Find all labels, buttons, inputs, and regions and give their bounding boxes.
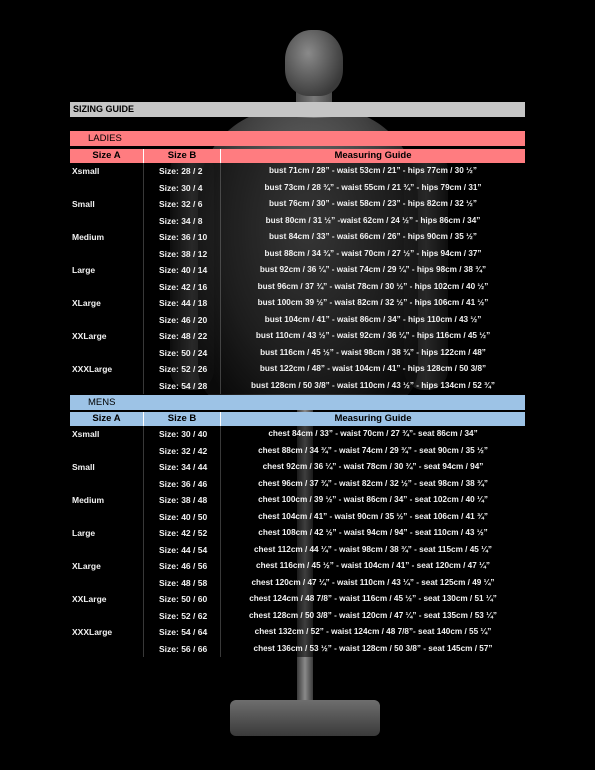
ladies-section-label: LADIES xyxy=(70,131,525,146)
measuring-guide-cell: bust 92cm / 36 ¼” - waist 74cm / 29 ¼” - hips 98cm / 38 ¾” xyxy=(220,262,525,279)
size-a-cell xyxy=(70,575,143,592)
size-b-cell: Size: 32 / 42 xyxy=(143,443,220,460)
size-a-cell xyxy=(70,641,143,658)
measuring-guide-cell: bust 73cm / 28 ¾” - waist 55cm / 21 ¾” - hips 79cm / 31” xyxy=(220,180,525,197)
table-row xyxy=(70,476,525,493)
size-b-cell: Size: 48 / 58 xyxy=(143,575,220,592)
sizing-guide-title: SIZING GUIDE xyxy=(70,102,525,117)
size-b-cell: Size: 28 / 2 xyxy=(143,163,220,180)
measuring-guide-cell: bust 128cm / 50 3/8” - waist 110cm / 43 ½” - hips 134cm / 52 ¾” xyxy=(220,378,525,395)
size-a-cell xyxy=(70,608,143,625)
table-row xyxy=(70,213,525,230)
size-b-cell: Size: 46 / 20 xyxy=(143,312,220,329)
size-b-cell: Size: 42 / 52 xyxy=(143,525,220,542)
size-b-cell: Size: 40 / 50 xyxy=(143,509,220,526)
table-row xyxy=(70,492,525,509)
ladies-header-size-a: Size A xyxy=(70,149,143,163)
table-row xyxy=(70,295,525,312)
size-a-cell: Xsmall xyxy=(72,166,100,176)
mens-header-guide: Measuring Guide xyxy=(220,412,525,426)
size-a-cell: Medium xyxy=(72,495,105,505)
table-row xyxy=(70,361,525,378)
size-b-cell: Size: 52 / 62 xyxy=(143,608,220,625)
measuring-guide-cell: bust 122cm / 48” - waist 104cm / 41” - hips 128cm / 50 3/8” xyxy=(220,361,525,378)
size-a-cell xyxy=(70,180,143,197)
measuring-guide-cell: chest 84cm / 33” - waist 70cm / 27 ¾”- seat 86cm / 34” xyxy=(220,426,525,443)
table-row xyxy=(70,443,525,460)
table-row xyxy=(70,575,525,592)
size-a-cell: XXLarge xyxy=(72,331,107,341)
table-row xyxy=(70,180,525,197)
mens-header-size-a: Size A xyxy=(70,412,143,426)
measuring-guide-cell: chest 108cm / 42 ½” - waist 94cm / 94” - seat 110cm / 43 ½” xyxy=(220,525,525,542)
size-b-cell: Size: 36 / 10 xyxy=(143,229,220,246)
table-row xyxy=(70,624,525,641)
measuring-guide-cell: bust 100cm 39 ½” - waist 82cm / 32 ½” - hips 106cm / 41 ½” xyxy=(220,295,525,312)
measuring-guide-cell: chest 88cm / 34 ¾” - waist 74cm / 29 ¾” - seat 90cm / 35 ½” xyxy=(220,443,525,460)
size-a-cell: Small xyxy=(72,199,95,209)
size-b-cell: Size: 38 / 48 xyxy=(143,492,220,509)
table-row xyxy=(70,378,525,395)
table-row xyxy=(70,246,525,263)
size-b-cell: Size: 44 / 54 xyxy=(143,542,220,559)
size-a-cell: Xsmall xyxy=(72,429,100,439)
measuring-guide-cell: bust 110cm / 43 ½” - waist 92cm / 36 ¼” - hips 116cm / 45 ½” xyxy=(220,328,525,345)
table-row xyxy=(70,345,525,362)
size-a-cell xyxy=(70,312,143,329)
size-b-cell: Size: 48 / 22 xyxy=(143,328,220,345)
table-row xyxy=(70,558,525,575)
size-b-cell: Size: 34 / 8 xyxy=(143,213,220,230)
mens-header-size-b: Size B xyxy=(143,412,220,426)
size-b-cell: Size: 40 / 14 xyxy=(143,262,220,279)
table-row xyxy=(70,591,525,608)
table-row xyxy=(70,459,525,476)
mannequin-stand-base xyxy=(230,700,380,736)
size-a-cell: Large xyxy=(72,528,96,538)
table-row xyxy=(70,509,525,526)
size-b-cell: Size: 56 / 66 xyxy=(143,641,220,658)
size-a-cell: XXXLarge xyxy=(72,627,113,637)
mens-header-row xyxy=(70,412,525,426)
size-b-cell: Size: 46 / 56 xyxy=(143,558,220,575)
table-row xyxy=(70,279,525,296)
size-a-cell: Small xyxy=(72,462,95,472)
size-b-cell: Size: 30 / 40 xyxy=(143,426,220,443)
table-row xyxy=(70,312,525,329)
table-row xyxy=(70,328,525,345)
size-b-cell: Size: 50 / 60 xyxy=(143,591,220,608)
measuring-guide-cell: bust 71cm / 28” - waist 53cm / 21” - hips 77cm / 30 ½” xyxy=(220,163,525,180)
size-a-cell xyxy=(70,213,143,230)
measuring-guide-cell: chest 92cm / 36 ¼” - waist 78cm / 30 ¾” - seat 94cm / 94” xyxy=(220,459,525,476)
size-a-cell: Large xyxy=(72,265,96,275)
size-a-cell xyxy=(70,476,143,493)
table-row xyxy=(70,196,525,213)
ladies-header-row xyxy=(70,149,525,163)
measuring-guide-cell: chest 120cm / 47 ¼” - waist 110cm / 43 ¼” - seat 125cm / 49 ¼” xyxy=(220,575,525,592)
size-a-cell xyxy=(70,378,143,395)
measuring-guide-cell: bust 76cm / 30” - waist 58cm / 23” - hips 82cm / 32 ½” xyxy=(220,196,525,213)
size-b-cell: Size: 36 / 46 xyxy=(143,476,220,493)
ladies-table-body xyxy=(70,163,525,394)
table-row xyxy=(70,229,525,246)
table-row xyxy=(70,262,525,279)
mens-table-body xyxy=(70,426,525,657)
size-a-cell: XLarge xyxy=(72,561,101,571)
measuring-guide-cell: chest 100cm / 39 ½” - waist 86cm / 34” - seat 102cm / 40 ¼” xyxy=(220,492,525,509)
measuring-guide-cell: chest 124cm / 48 7/8” - waist 116cm / 45 ½” - seat 130cm / 51 ¼” xyxy=(220,591,525,608)
table-row xyxy=(70,542,525,559)
measuring-guide-cell: chest 132cm / 52” - waist 124cm / 48 7/8”- seat 140cm / 55 ¼” xyxy=(220,624,525,641)
size-a-cell: XXLarge xyxy=(72,594,107,604)
measuring-guide-cell: chest 136cm / 53 ½” - waist 128cm / 50 3/8” - seat 145cm / 57” xyxy=(220,641,525,658)
table-row xyxy=(70,163,525,180)
measuring-guide-cell: bust 116cm / 45 ½” - waist 98cm / 38 ¾” - hips 122cm / 48” xyxy=(220,345,525,362)
measuring-guide-cell: chest 128cm / 50 3/8” - waist 120cm / 47 ¼” - seat 135cm / 53 ¼” xyxy=(220,608,525,625)
measuring-guide-cell: bust 104cm / 41” - waist 86cm / 34” - hips 110cm / 43 ½” xyxy=(220,312,525,329)
size-b-cell: Size: 32 / 6 xyxy=(143,196,220,213)
size-b-cell: Size: 44 / 18 xyxy=(143,295,220,312)
size-a-cell xyxy=(70,443,143,460)
table-row xyxy=(70,641,525,658)
ladies-header-guide: Measuring Guide xyxy=(220,149,525,163)
size-a-cell xyxy=(70,345,143,362)
mannequin-head xyxy=(285,30,343,96)
size-b-cell: Size: 50 / 24 xyxy=(143,345,220,362)
measuring-guide-cell: chest 116cm / 45 ½” - waist 104cm / 41” - seat 120cm / 47 ¼” xyxy=(220,558,525,575)
table-row xyxy=(70,525,525,542)
size-b-cell: Size: 42 / 16 xyxy=(143,279,220,296)
mens-section-label: MENS xyxy=(70,395,525,410)
size-a-cell: Medium xyxy=(72,232,105,242)
measuring-guide-cell: bust 80cm / 31 ½” -waist 62cm / 24 ½” - hips 86cm / 34” xyxy=(220,213,525,230)
size-b-cell: Size: 54 / 64 xyxy=(143,624,220,641)
measuring-guide-cell: chest 112cm / 44 ¼” - waist 98cm / 38 ¾” - seat 115cm / 45 ¼” xyxy=(220,542,525,559)
size-b-cell: Size: 52 / 26 xyxy=(143,361,220,378)
measuring-guide-cell: bust 88cm / 34 ¾” - waist 70cm / 27 ½” - hips 94cm / 37” xyxy=(220,246,525,263)
measuring-guide-cell: chest 96cm / 37 ¾” - waist 82cm / 32 ½” - seat 98cm / 38 ¾” xyxy=(220,476,525,493)
size-a-cell xyxy=(70,246,143,263)
measuring-guide-cell: bust 96cm / 37 ¾” - waist 78cm / 30 ½” - hips 102cm / 40 ½” xyxy=(220,279,525,296)
measuring-guide-cell: chest 104cm / 41” - waist 90cm / 35 ½” - seat 106cm / 41 ¾” xyxy=(220,509,525,526)
size-a-cell: XXXLarge xyxy=(72,364,113,374)
table-row xyxy=(70,426,525,443)
measuring-guide-cell: bust 84cm / 33” - waist 66cm / 26” - hips 90cm / 35 ½” xyxy=(220,229,525,246)
size-a-cell xyxy=(70,509,143,526)
size-b-cell: Size: 30 / 4 xyxy=(143,180,220,197)
size-b-cell: Size: 34 / 44 xyxy=(143,459,220,476)
table-row xyxy=(70,608,525,625)
size-a-cell: XLarge xyxy=(72,298,101,308)
ladies-header-size-b: Size B xyxy=(143,149,220,163)
size-a-cell xyxy=(70,279,143,296)
size-b-cell: Size: 54 / 28 xyxy=(143,378,220,395)
size-b-cell: Size: 38 / 12 xyxy=(143,246,220,263)
size-a-cell xyxy=(70,542,143,559)
